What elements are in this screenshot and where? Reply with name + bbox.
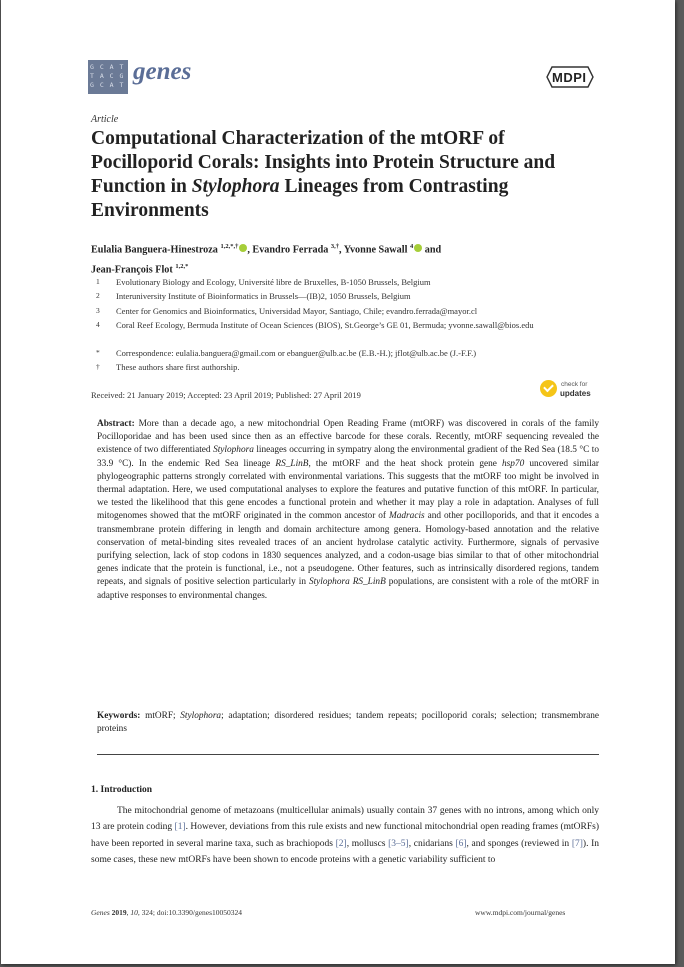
orcid-icon[interactable] — [239, 244, 247, 252]
footer-citation: Genes 2019, 10, 324; doi:10.3390/genes10050324 — [91, 908, 243, 917]
author-name: Jean-François Flot — [91, 264, 173, 276]
orcid-icon[interactable] — [414, 244, 422, 252]
author-list: Eulalia Banguera-Hinestroza $^{1,2,*,\dagger}$ , Evandro Ferrada $^{3,\dagger}$, Yvonne Sawall $^4$ and Jean-François Flot $^{1,2,*}$ — [91, 243, 442, 276]
citation-link[interactable]: [7] — [571, 838, 583, 849]
publisher-logo: MDPI — [552, 70, 587, 85]
article-title: Computational Characterization of the mtORF of Pocilloporid Corals: Insights into Protein Structure and Function in Stylophora Lineages from Contrasting Environments — [91, 128, 556, 221]
citation-link[interactable]: [2] — [335, 838, 347, 849]
author-name: Yvonne Sawall — [343, 244, 408, 256]
footer-url[interactable]: www.mdpi.com/journal/genes — [475, 908, 566, 917]
check-updates-label-bold[interactable]: updates — [560, 389, 591, 398]
author-name: Eulalia Banguera-Hinestroza — [91, 244, 218, 256]
keywords: Keywords: mtORF; Stylophora; adaptation; disordered residues; tandem repeats; pocilloporid corals; selection; transmembrane proteins — [97, 711, 599, 735]
check-updates-label[interactable]: check for — [561, 381, 588, 388]
publication-dates: Received: 21 January 2019; Accepted: 23 April 2019; Published: 27 April 2019 — [91, 390, 361, 400]
journal-logo: G C A T T A C G G C A T — [88, 60, 128, 94]
citation-link[interactable]: [3–5] — [388, 838, 409, 849]
section-heading: 1. Introduction — [91, 785, 153, 795]
article-type: Article — [91, 114, 119, 125]
citation-link[interactable]: [6] — [455, 838, 467, 849]
journal-name: genes — [133, 58, 192, 85]
citation-link[interactable]: [1] — [174, 822, 186, 833]
section-divider — [97, 754, 599, 755]
intro-paragraph: The mitochondrial genome of metazoans (multicellular animals) usually contain 37 genes with no introns, among which only 13 are protein coding [1]. However, deviations from this rule exists and new functional mitochondrial open reading frames (mtORFs) have been reported in several marine taxa, such as brachiopods [2], molluscs [3–5], cnidarians [6], and sponges (reviewed in [7]). In some cases, these new mtORFs have been shown to encode proteins with a genetic variability sufficient to — [91, 806, 600, 866]
check-updates-icon[interactable] — [540, 380, 557, 397]
author-name: Evandro Ferrada — [252, 244, 329, 256]
abstract: Abstract: More than a decade ago, a new mitochondrial Open Reading Frame (mtORF) was discovered in corals of the family Pocilloporidae and has been used since then as an effective barcode for these corals. Recently, mtORF sequencing revealed the existence of two differentiated Stylophora lineages occurring in sympatry along the environmental gradient of the Red Sea (18.5 °C to 33.9 °C). In the endemic Red Sea lineage RS_LinB, the mtORF and the heat shock protein gene hsp70 uncovered similar phylogeographic patterns strongly correlated with environmental variations. This suggests that the mtORF too might be involved in thermal adaptation. Here, we used computational analyses to explore the features and putative function of this mtORF. In particular, we tested the likelihood that this gene encodes a functional protein and whether it may play a role in adaptation. Analyses of full mitogenomes showed that the mtORF originated in the common ancestor of Madracis and other pocilloporids, and that it encodes a transmembrane protein differing in length and domain architecture among genera. Homology-based annotation and the relative conservation of metal-binding sites revealed traces of an ancient hydrolase catalytic activity. Furthermore, signals of pervasive purifying selection, lack of stop codons in 1830 sequences analyzed, and a codon-usage bias similar to that of other mitochondrial genes indicate that the protein is functional, i.e., not a pseudogene. Other features, such as intrinsically disordered regions, tandem repeats, and signals of positive selection particularly in Stylophora RS_LinB populations, are consistent with a role of the mtORF in adaptive responses to environmental changes. — [97, 419, 600, 601]
pdf-page: G C A T T A C G G C A T genes MDPI Article Computational Characterization of the mtORF of Pocilloporid Corals: Insights into Protein Structure and Function in Stylophora Lineages from Contrasting Environments Eulalia Banguera-Hinestroza $^{1,2,*,\dagger}$ , Evandro Ferrada $^{3,\dagger}$, Yvonne Sawall $^4$ and Jean-François Flot $^{1,2,*}$ 1 Evolutionary Biology and Ecology, Université libre de Bruxelles, B-1050 Brussels, Belgium 2 Interuniversity Institute of Bioinformatics in Brussels—(IB)2, 1050 Brussels, Belgium 3 Center for Genomics and Bioinformatics, Universidad Mayor, Santiago, Chile; evandro.ferrada@mayor.cl 4 Coral Reef Ecology, Bermuda Institute of Ocean Sciences (BIOS), St.George’s GE 01, Bermuda; yvonne.sawall@bios.edu * Correspondence: eulalia.banguera@gmail.com or ebanguer@ulb.ac.be (E.B.-H.); jflot@ulb.ac.be (J.-F.F.) † These authors share first authorship. Received: 21 January 2019; Accepted: 23 April 2019; Published: 27 April 2019 check for updates Abstract: More than a decade ago, a new mitochondrial Open Reading Frame (mtORF) was discovered in corals of the family Pocilloporidae and has been used since then as an effective barcode for these corals. Recently, mtORF sequencing revealed the existence of two differentiated Stylophora lineages occurring in sympatry along the environmental gradient of the Red Sea (18.5 °C to 33.9 °C). In the endemic Red Sea lineage RS_LinB, the mtORF and the heat shock protein gene hsp70 uncovered similar phylogeographic patterns strongly correlated with environmental variations. This suggests that the mtORF too might be involved in thermal adaptation. Here, we used computational analyses to explore the features and putative function of this mtORF. In particular, we tested the likelihood that this gene encodes a functional protein and whether it may play a role in adaptation. Analyses of full mitogenomes showed that the mtORF originated in the common ancestor of Madracis and other pocilloporids, and that it encodes a transmembrane protein differing in length and domain architecture among genera. Homology-based annotation and the relative conservation of metal-binding sites revealed traces of an ancient hydrolase catalytic activity. Furthermore, signals of pervasive purifying selection, lack of stop codons in 1830 sequences analyzed, and a codon-usage bias similar to that of other mitochondrial genes indicate that the protein is functional, i.e., not a pseudogene. Other features, such as intrinsically disordered regions, tandem repeats, and signals of positive selection particularly in Stylophora RS_LinB populations, are consistent with a role of the mtORF in adaptive responses to environmental changes. Keywords: mtORF; Stylophora; adaptation; disordered residues; tandem repeats; pocilloporid corals; selection; transmembrane proteins 1. Introduction The mitochondrial genome of metazoans (multicellular animals) usually contain 37 genes with no introns, among which only 13 are protein coding [1]. However, deviations from this rule exists and new functional mitochondrial open reading frames (mtORFs) have been reported in several marine taxa, such as brachiopods [2], molluscs [3–5], cnidarians [6], and sponges (reviewed in [7]). In some cases, these new mtORFs have been shown to encode proteins with a genetic variability sufficient to Genes 2019, 10, 324; doi:10.3390/genes10050324 www.mdpi.com/journal/genes — [1, 0, 675, 964]
